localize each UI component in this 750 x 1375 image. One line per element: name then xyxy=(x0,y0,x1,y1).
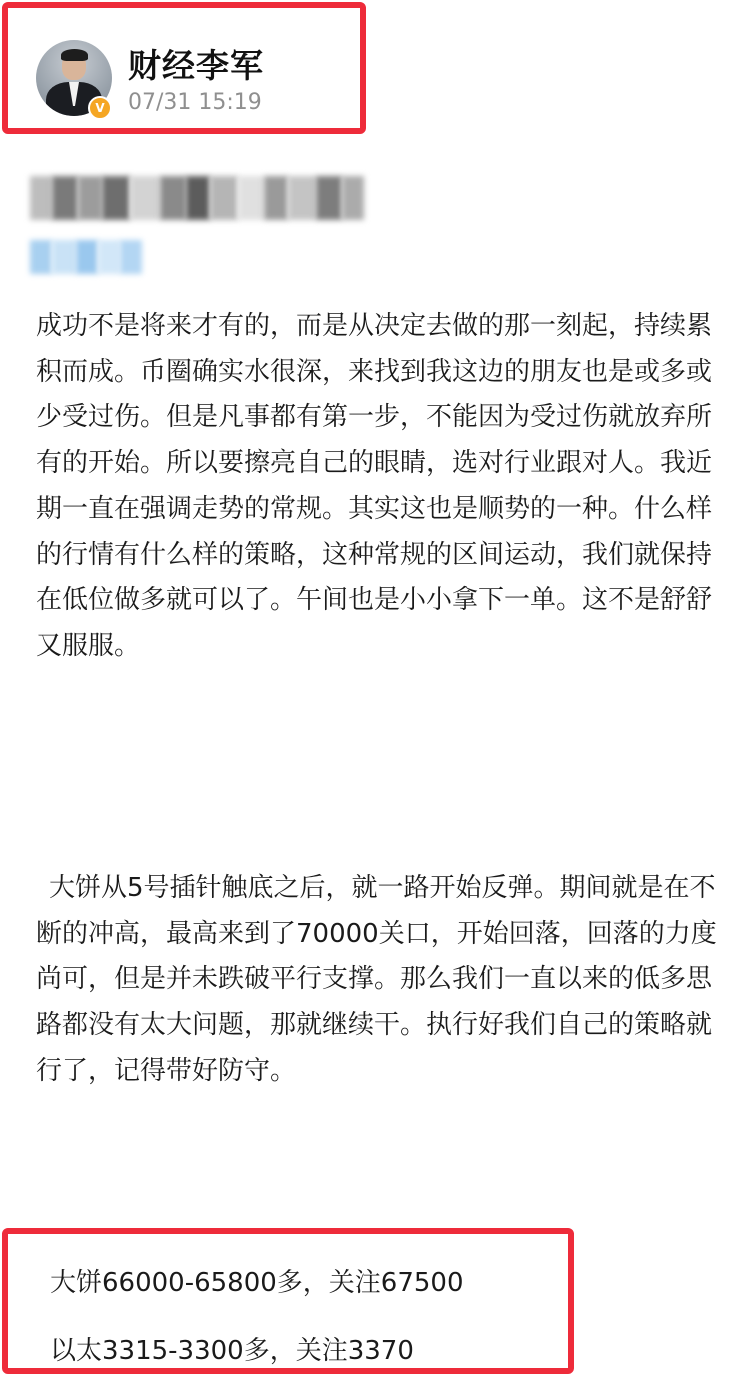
blur-block xyxy=(342,176,364,220)
blur-block xyxy=(98,240,120,274)
post-timestamp: 07/31 15:19 xyxy=(128,90,262,115)
verified-v-icon: V xyxy=(88,96,112,120)
blur-block xyxy=(264,176,288,220)
blur-block xyxy=(52,240,76,274)
blur-block xyxy=(76,240,98,274)
post-paragraph: 大饼从5号插针触底之后，就一路开始反弹。期间就是在不断的冲高，最高来到了70000关口，开始回落，回落的力度尚可，但是并未跌破平行支撑。那么我们一直以来的低多思路都没有太大问题，那就继续干。执行好我们自己的策略就行了，记得带好防守。 xyxy=(36,873,717,1086)
blur-block xyxy=(78,176,102,220)
blur-block xyxy=(52,176,78,220)
blur-block xyxy=(30,240,52,274)
blur-block xyxy=(120,240,142,274)
strategy-line-eth: 以太3315-3300多，关注3370 xyxy=(50,1336,414,1366)
blur-block xyxy=(186,176,210,220)
blur-block xyxy=(238,176,264,220)
strategy-line-btc: 大饼66000-65800多，关注67500 xyxy=(50,1268,464,1298)
blur-block xyxy=(30,176,52,220)
author-name[interactable]: 财经李军 xyxy=(128,46,264,85)
blur-block xyxy=(160,176,186,220)
blur-block xyxy=(102,176,130,220)
blur-block xyxy=(288,176,316,220)
blur-block xyxy=(316,176,342,220)
avatar-hair-shape xyxy=(61,49,88,61)
redacted-title-blur xyxy=(30,176,364,220)
blur-block xyxy=(210,176,238,220)
blur-block xyxy=(130,176,160,220)
post-paragraph: 成功不是将来才有的，而是从决定去做的那一刻起，持续累积而成。币圈确实水很深，来找到我这边的朋友也是或多或少受过伤。但是凡事都有第一步，不能因为受过伤就放弃所有的开始。所以要擦亮自己的眼睛，选对行业跟对人。我近期一直在强调走势的常规。其实这也是顺势的一种。什么样的行情有什么样的策略，这种常规的区间运动，我们就保持在低位做多就可以了。午间也是小小拿下一单。这不是舒舒又服服。 xyxy=(36,311,713,661)
redacted-tag-blur xyxy=(30,240,142,274)
